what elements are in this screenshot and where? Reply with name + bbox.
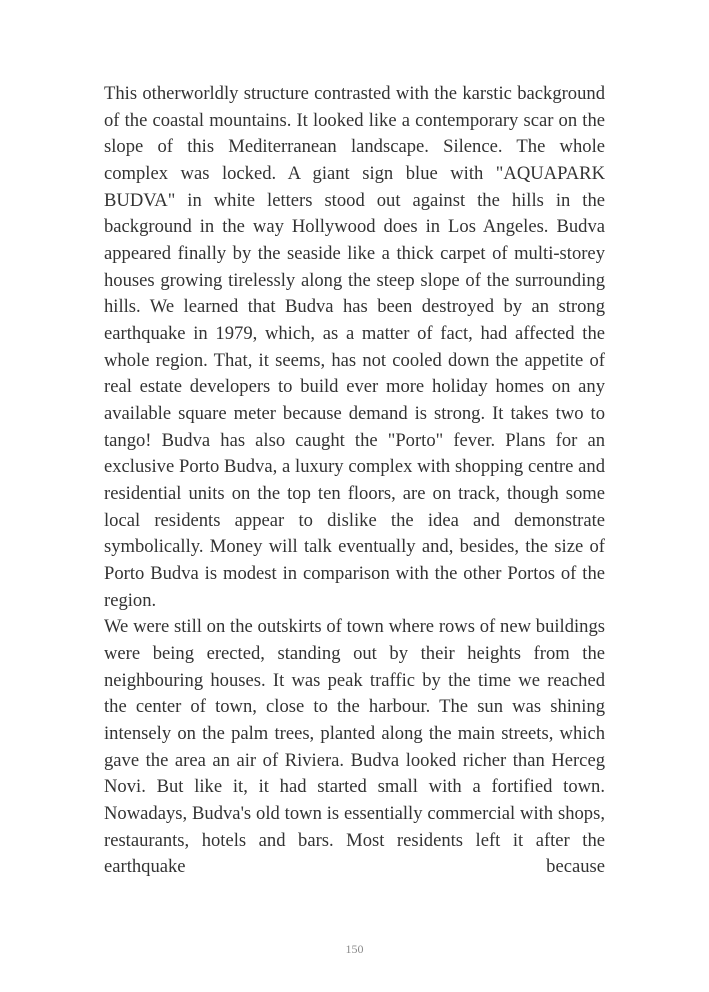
page-number: 150 <box>345 942 364 956</box>
paragraph-outskirts-of-town: We were still on the outskirts of town where rows of new buildings were being erected, standing out by their heights from the neighbouring houses. It was peak traffic by the time we reached the center of town, close to the harbour. The sun was shining intensely on the palm trees, planted along the main streets, which gave the area an air of Riviera. Budva looked richer than Herceg Novi. But like it, it had started small with a fortified town. Nowadays, Budva's old town is essentially commercial with shops, restaurants, hotels and bars. Most residents left it after the earthquake because <box>104 616 605 878</box>
body-text <box>104 81 605 881</box>
paragraph-aquapark-budva: This otherworldly structure contrasted with the karstic background of the coastal mountains. It looked like a contemporary scar on the slope of this Mediterranean landscape. Silence. The whole complex was locked. A giant sign blue with "AQUAPARK BUDVA" in white letters stood out against the hills in the background in the way Hollywood does in Los Angeles. Budva appeared finally by the seaside like a thick carpet of multi-storey houses growing tirelessly along the steep slope of the surrounding hills. We learned that Budva has been destroyed by an strong earthquake in 1979, which, as a matter of fact, had affected the whole region. That, it seems, has not cooled down the appetite of real estate developers to build ever more holiday homes on any available square meter because demand is strong. It takes two to tango! Budva has also caught the "Porto" fever. Plans for an exclusive Porto Budva, a luxury complex with shopping centre and residential units on the top ten floors, are on track, though some local residents appear to dislike the idea and demonstrate symbolically. Money will talk eventually and, besides, the size of Porto Budva is modest in comparison with the other Portos of the region. <box>104 83 605 611</box>
